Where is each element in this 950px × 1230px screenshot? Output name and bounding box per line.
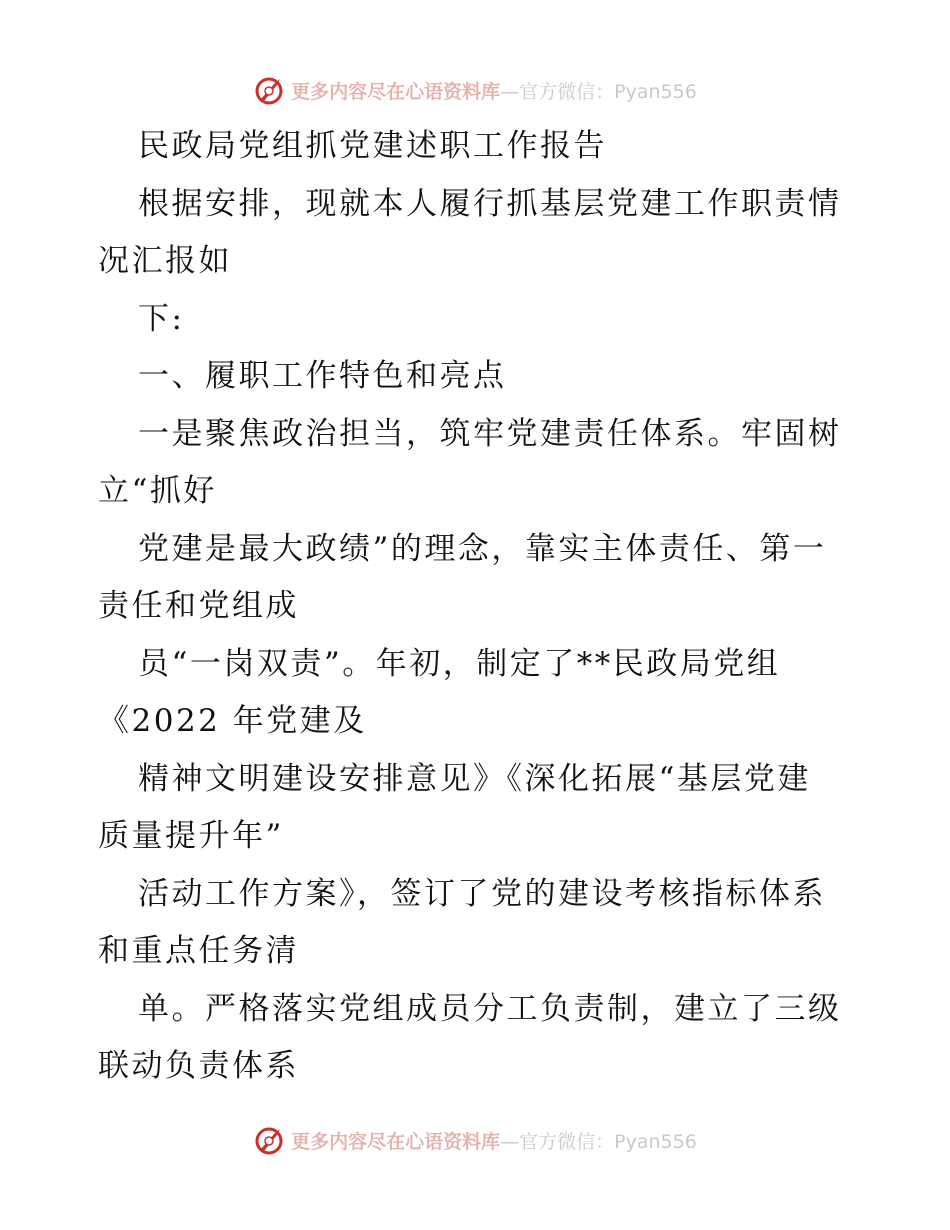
text-line: 一是聚焦政治担当，筑牢党建责任体系。牢固树 <box>138 415 842 452</box>
text-line: 立“抓好 <box>98 473 217 509</box>
text-line: 活动工作方案》，签订了党的建设考核指标体系 <box>138 875 826 912</box>
section-heading: 一、履职工作特色和亮点 <box>138 358 507 394</box>
document-title: 民政局党组抓党建述职工作报告 <box>138 128 607 164</box>
text-line: 根据安排，现就本人履行抓基层党建工作职责情 <box>138 185 842 222</box>
text-line: 《2022 年党建及 <box>98 703 367 739</box>
text-line: 责任和党组成 <box>98 588 299 624</box>
text-line: 员“一岗双责”。年初，制定了**民政局党组 <box>138 645 781 682</box>
text-line: 下: <box>138 300 185 337</box>
watermark-sub-text: —官方微信：Pyan556 <box>500 1130 697 1153</box>
pen-logo-icon <box>253 1123 287 1157</box>
text-line: 单。严格落实党组成员分工负责制，建立了三级 <box>138 990 842 1027</box>
text-line: 联动负责体系 <box>98 1048 299 1084</box>
text-line: 精神文明建设安排意见》《深化拓展“基层党建 <box>138 760 811 797</box>
document-body <box>98 118 858 1096</box>
watermark-banner-bottom <box>0 1120 950 1160</box>
watermark-banner-top <box>0 70 950 110</box>
watermark-main-text: 更多内容尽在心语资料库 <box>291 80 501 103</box>
text-line: 况汇报如 <box>98 243 232 279</box>
text-line: 党建是最大政绩”的理念，靠实主体责任、第一 <box>138 530 827 567</box>
text-line: 和重点任务清 <box>98 933 299 969</box>
pen-logo-icon <box>253 73 287 107</box>
watermark-sub-text: —官方微信：Pyan556 <box>500 80 697 103</box>
text-line: 质量提升年” <box>98 818 284 854</box>
watermark-main-text: 更多内容尽在心语资料库 <box>291 1130 501 1153</box>
